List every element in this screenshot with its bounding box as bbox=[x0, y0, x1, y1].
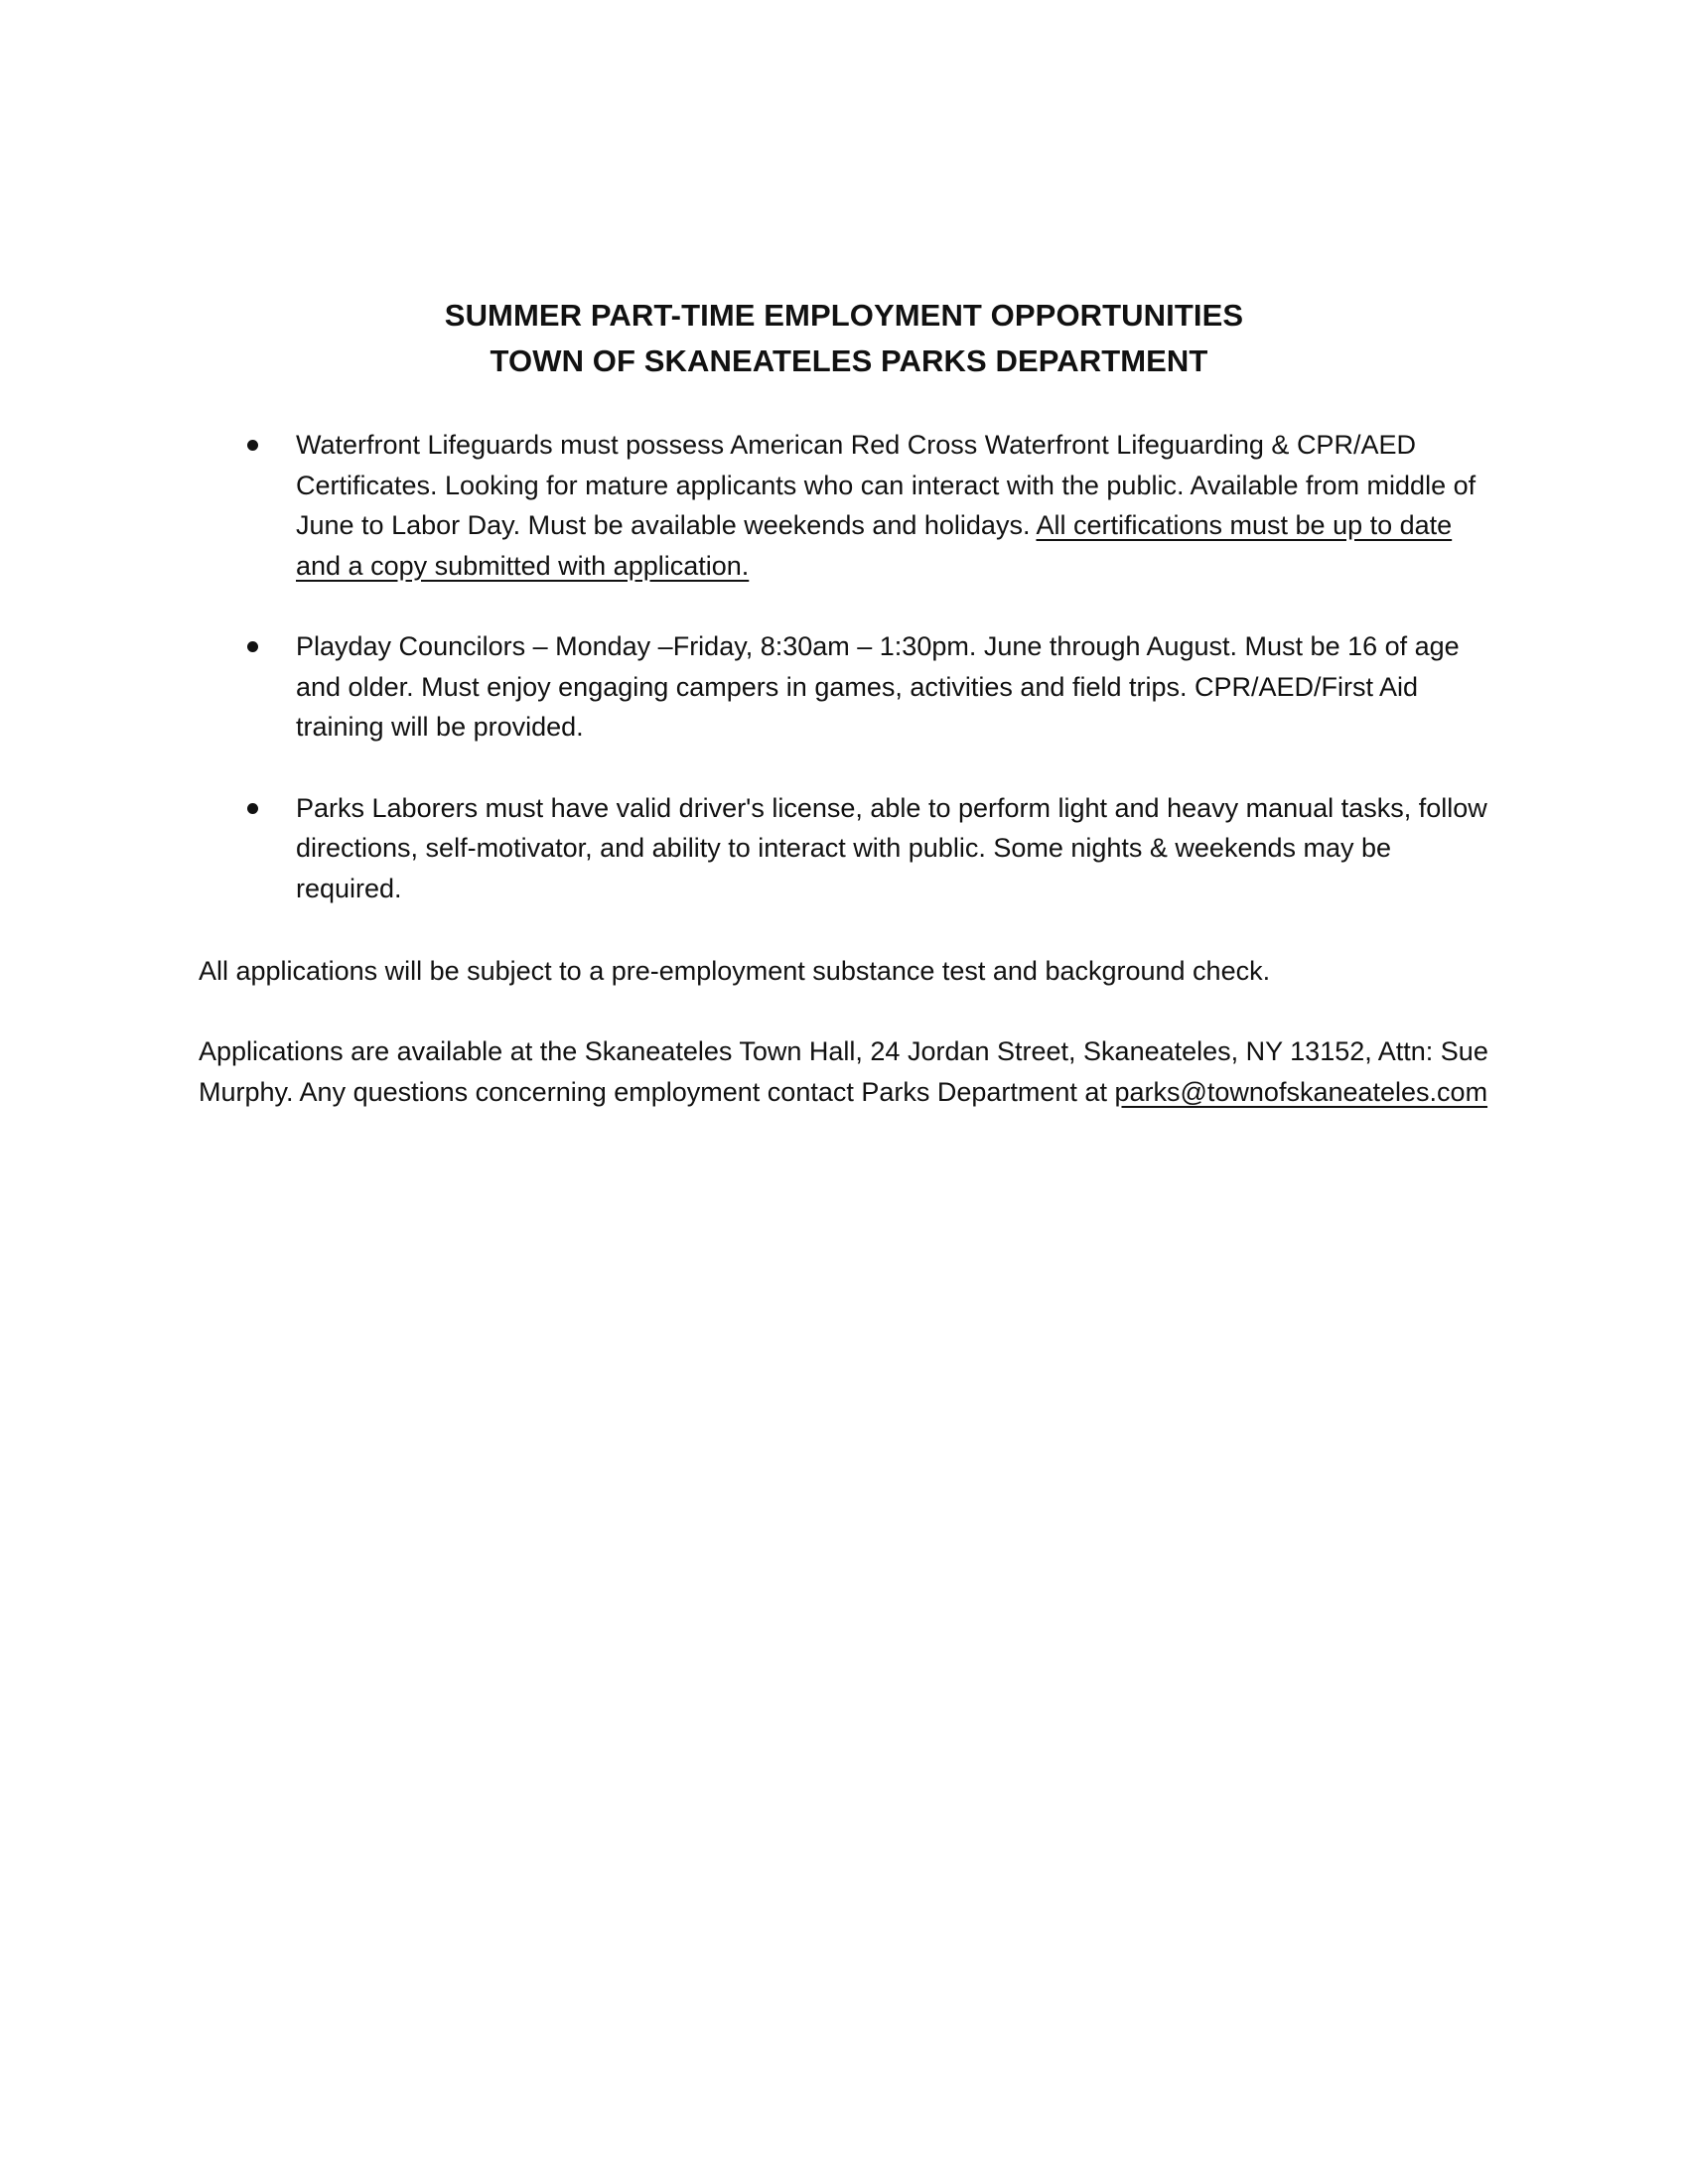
list-item-playday-councilors bbox=[0, 626, 1688, 748]
list-item-parks-laborers bbox=[0, 788, 1688, 909]
position-text: Waterfront Lifeguards must possess American Red Cross Waterfront Lifeguarding & CPR/AED Certificates. Looking for mature applicants who can interact with the public. Available from middle of June to Labor Day. Must be available weekends and holidays. bbox=[296, 430, 1477, 540]
position-description: Parks Laborers must have valid driver's license, able to perform light and heavy manual tasks, follow directions, self-motivator, and ability to interact with public. Some nights & weekends may be required. bbox=[296, 792, 1487, 903]
contact-email-link[interactable]: parks@townofskaneateles.com bbox=[1114, 1076, 1488, 1107]
page-title: SUMMER PART-TIME EMPLOYMENT OPPORTUNITIES bbox=[444, 298, 1244, 333]
bullet-icon bbox=[247, 803, 258, 814]
list-item-lifeguards bbox=[0, 425, 1688, 586]
screening-notice: All applications will be subject to a pre-employment substance test and background check. bbox=[199, 956, 1271, 986]
page-subtitle: TOWN OF SKANEATELES PARKS DEPARTMENT bbox=[490, 343, 1208, 378]
application-info bbox=[199, 1031, 1499, 1112]
bullet-icon bbox=[247, 440, 258, 451]
heading-block bbox=[0, 293, 1688, 384]
position-description: Playday Councilors – Monday –Friday, 8:30am – 1:30pm. June through August. Must be 16 of age and older. Must enjoy engaging campers in games, activities and field trips. CPR/AED/First Aid training will be provided. bbox=[296, 631, 1460, 742]
application-info-text: Applications are available at the Skaneateles Town Hall, 24 Jordan Street, Skaneateles, NY 13152, Attn: Sue Murphy. Any questions concerning employment contact Parks Department at bbox=[199, 1036, 1488, 1107]
positions-list bbox=[0, 425, 1688, 949]
certification-requirement: All certifications must be up to date and a copy submitted with application. bbox=[296, 510, 1453, 581]
bullet-icon bbox=[247, 641, 258, 652]
position-description bbox=[296, 425, 1497, 586]
